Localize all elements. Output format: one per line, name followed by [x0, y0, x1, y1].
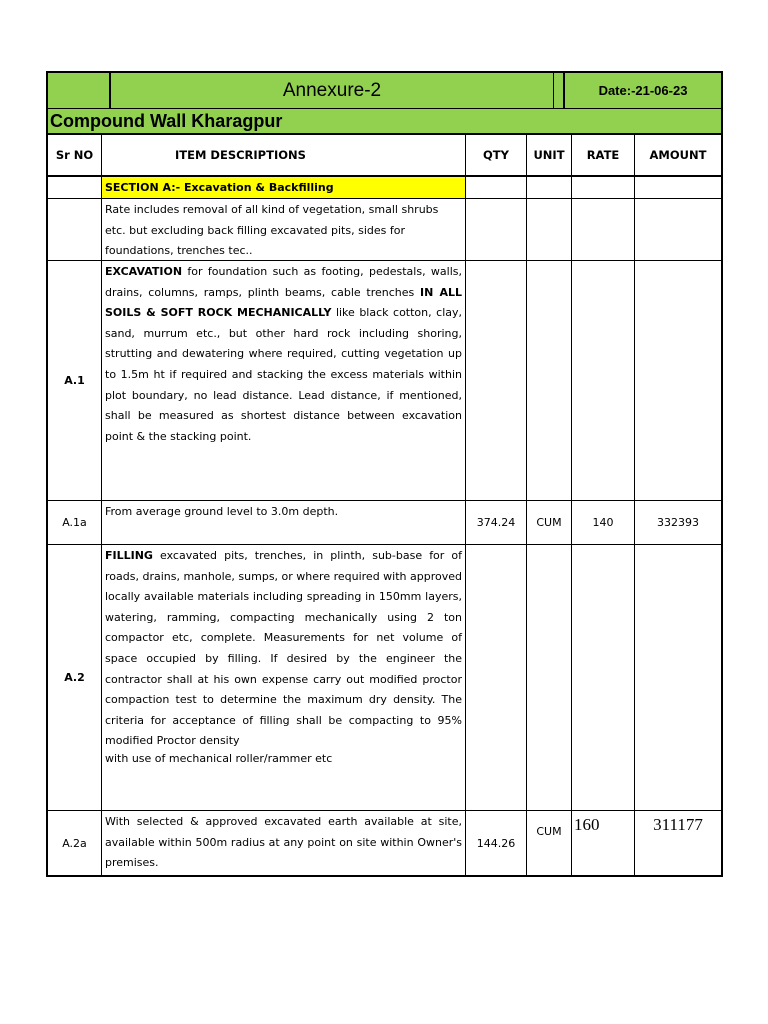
col-sr-no: Sr NO: [48, 135, 102, 175]
item-lead: EXCAVATION: [105, 265, 183, 278]
table-row: [46, 545, 723, 811]
item-description: [102, 545, 466, 811]
date-cell: Date:-21-06-23: [565, 73, 721, 109]
rate-value: 140: [572, 501, 635, 545]
project-title: Compound Wall Kharagpur: [50, 110, 283, 131]
title-row: [46, 71, 723, 109]
table-row: [46, 501, 723, 545]
item-lead: FILLING: [105, 549, 153, 562]
item-text: like black cotton, clay, sand, murrum etc., but other hard rock including shoring, strutting and dewatering where required, cutting vegetation up to 1.5m ht if required and stacking the excess materials within plot boundary, no lead distance. Lead distance, if mentioned, shall be measured as shortest distance between excavation point & the stacking point.: [105, 306, 463, 443]
amount-value: 332393: [635, 501, 721, 545]
col-amount: AMOUNT: [649, 148, 707, 162]
title-blank-cell: [48, 73, 111, 109]
rate-value: 160: [572, 811, 635, 876]
section-row: [46, 177, 723, 199]
project-row: [46, 109, 723, 135]
boq-sheet: [46, 71, 723, 877]
amount-value: 311177: [635, 811, 721, 876]
item-text: for foundation such as footing, pedestals, walls, drains, columns, ramps, plinth beams, cable trenches: [105, 265, 462, 299]
item-description: With selected & approved excavated earth available at site, available within 500m radius at any point on site within Owner's premises.: [102, 811, 466, 876]
sr-no: A.1: [48, 261, 102, 501]
col-rate: RATE: [572, 135, 635, 175]
item-text: excavated pits, trenches, in plinth, sub-base for of roads, drains, manhole, sumps, or where required with approved locally available materials including spreading in 150mm layers, watering, ramming, compacting mechanically using 2 ton compactor etc, complete. Measurements for net volume of space occupied by filling. If desired by the engineer the contractor shall at his own expense carry out modified proctor compaction test to determine the maximum dry density. The criteria for acceptance of filling shall be compacting to 95% modified Proctor density: [105, 549, 462, 748]
rate-note: Rate includes removal of all kind of vegetation, small shrubs etc. but excluding back filling excavated pits, sides for foundations, trenches tec..: [102, 199, 466, 261]
section-heading: SECTION A:- Excavation & Backfilling: [102, 177, 466, 199]
annexure-title: Annexure-2: [111, 73, 554, 109]
table-row: [46, 261, 723, 501]
col-qty: QTY: [466, 135, 527, 175]
item-text: with use of mechanical roller/rammer etc: [105, 751, 333, 765]
title-spacer-cell: [554, 73, 565, 109]
item-emphasis: IN ALL SOILS & SOFT ROCK MECHANICALLY: [105, 285, 462, 320]
sr-no: A.2a: [48, 811, 102, 876]
item-description: [102, 261, 466, 501]
qty-value: 374.24: [466, 501, 527, 545]
sr-no: A.2: [48, 545, 102, 811]
column-header-row: [46, 135, 723, 177]
unit-value: CUM: [527, 501, 572, 545]
sr-no: A.1a: [48, 501, 102, 545]
qty-value: 144.26: [466, 811, 527, 876]
table-row: [46, 199, 723, 261]
table-row: [46, 811, 723, 877]
col-unit: UNIT: [527, 135, 572, 175]
item-description: From average ground level to 3.0m depth.: [102, 501, 466, 545]
unit-value: CUM: [527, 811, 572, 876]
col-item-descriptions: ITEM DESCRIPTIONS: [102, 135, 466, 175]
